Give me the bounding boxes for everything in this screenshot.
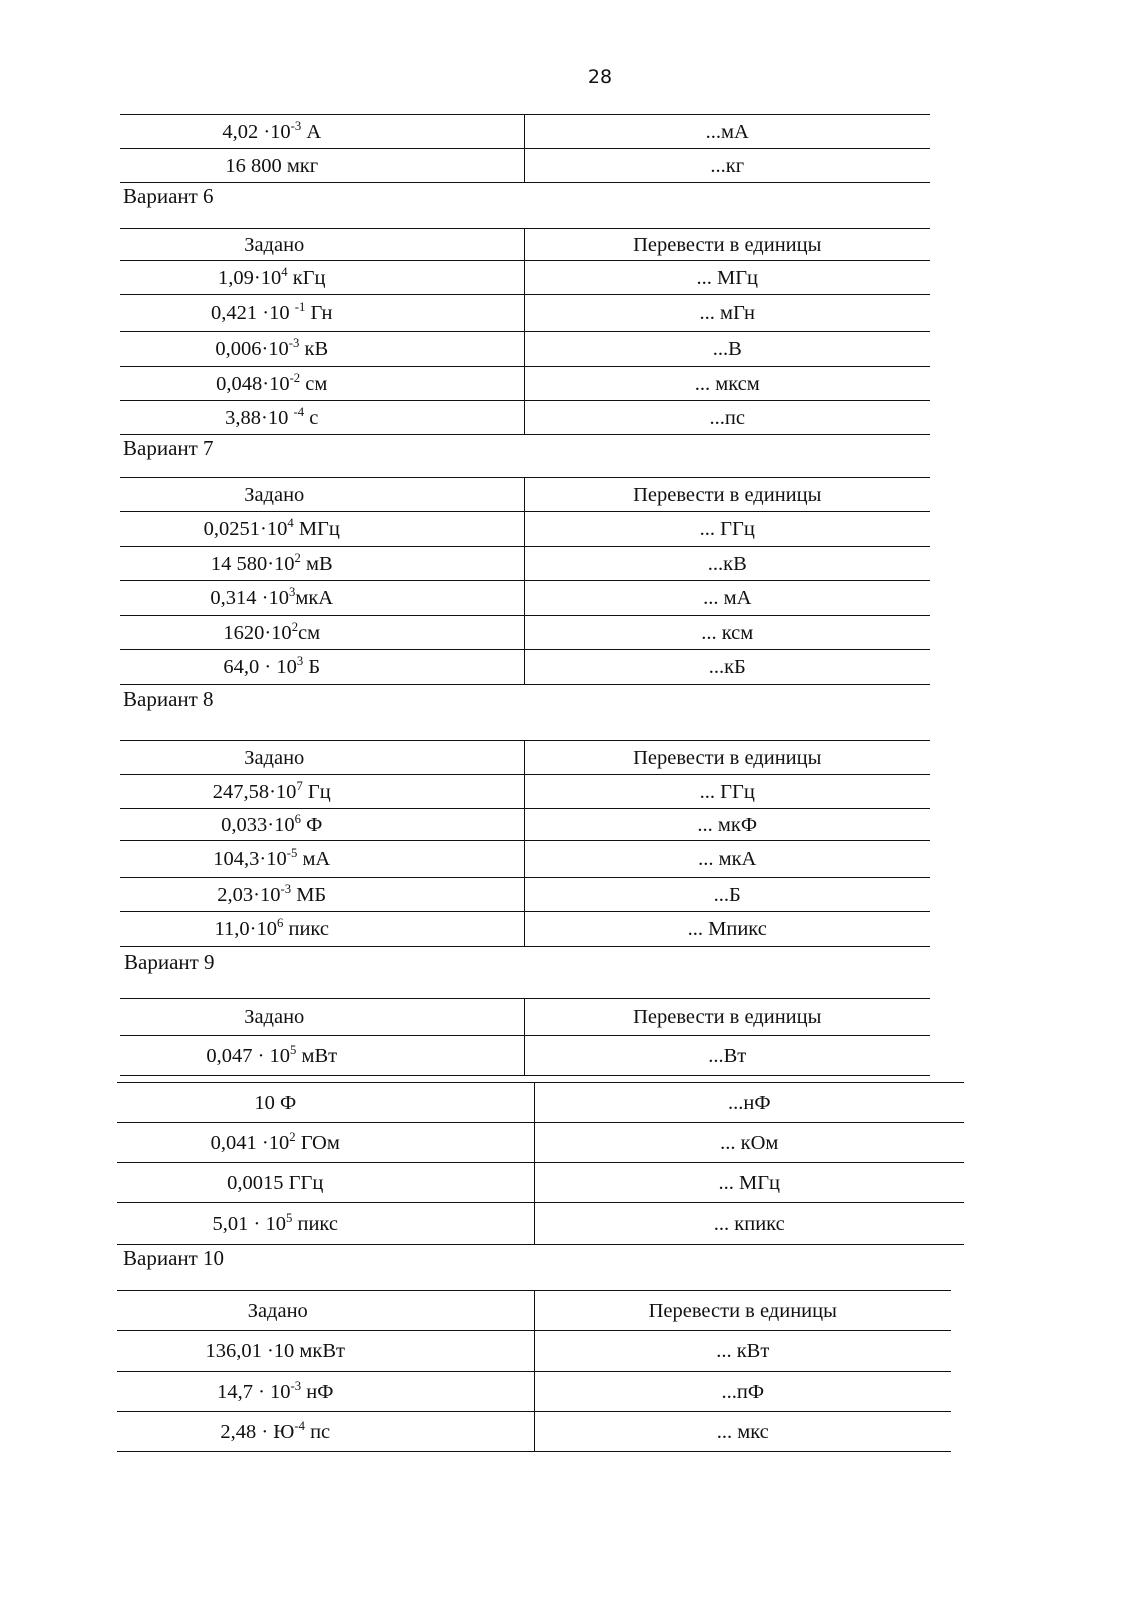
table-row xyxy=(120,367,930,401)
target-cell: ...Вт xyxy=(524,1036,930,1076)
table-row xyxy=(120,878,930,912)
given-cell: $14,7 \cdot 10^{-3}$ нФ xyxy=(117,1372,534,1412)
target-cell: ...Б xyxy=(524,878,930,912)
table-row xyxy=(120,616,930,650)
page-number: 28 xyxy=(587,66,613,88)
target-cell: ... МГц xyxy=(524,261,930,295)
given-cell: $0,047 \cdot 10^5$ мВт xyxy=(120,1036,524,1076)
header-target: Перевести в единицы xyxy=(524,741,930,775)
table-variant-9 xyxy=(120,998,930,1076)
given-cell: $0,0251\cdot 10^4$ МГц xyxy=(120,512,524,547)
header-given: Задано xyxy=(120,999,524,1036)
table-row xyxy=(117,1083,964,1123)
target-cell: ... мксм xyxy=(524,367,930,401)
table-header-row xyxy=(120,741,930,775)
target-cell: ... мкс xyxy=(534,1412,951,1452)
header-target: Перевести в единицы xyxy=(524,229,930,261)
variant-heading-9: Вариант 9 xyxy=(124,950,215,974)
given-cell: 16 800 мкг xyxy=(120,149,524,183)
given-cell: 3,88·10 $^{-4}$ с xyxy=(120,401,524,435)
target-cell: ...пФ xyxy=(534,1372,951,1412)
target-cell: ...нФ xyxy=(534,1083,964,1123)
table-row xyxy=(120,1036,930,1076)
table-row xyxy=(120,149,930,183)
given-cell: 0,0015 ГГц xyxy=(117,1163,534,1203)
header-given: Задано xyxy=(120,741,524,775)
table-row xyxy=(117,1123,964,1163)
given-cell: 14 $580\cdot 10^2$ мВ xyxy=(120,547,524,581)
target-cell: ...кВ xyxy=(524,547,930,581)
table-row xyxy=(117,1331,951,1372)
given-cell: 10 Ф xyxy=(117,1083,534,1123)
header-target: Перевести в единицы xyxy=(524,478,930,512)
table-variant-10 xyxy=(117,1290,951,1452)
table-row xyxy=(120,295,930,332)
table-row xyxy=(120,261,930,295)
given-cell: $4,02 \cdot 10^{-3}$ А xyxy=(120,115,524,149)
table-row xyxy=(117,1412,951,1452)
header-target: Перевести в единицы xyxy=(534,1291,951,1331)
target-cell: ...пс xyxy=(524,401,930,435)
target-cell: ... мкФ xyxy=(524,809,930,841)
target-cell: ... кВт xyxy=(534,1331,951,1372)
given-cell: $1,09\cdot 10^4$ кГц xyxy=(120,261,524,295)
table-row xyxy=(120,401,930,435)
given-cell: $2,03\cdot 10^{-3}$ МБ xyxy=(120,878,524,912)
table-row xyxy=(120,841,930,878)
target-cell: ...мА xyxy=(524,115,930,149)
target-cell: ... Мпикс xyxy=(524,912,930,947)
table-header-row xyxy=(120,229,930,261)
given-cell: $247,58\cdot 10^7$ Гц xyxy=(120,775,524,809)
target-cell: ... кОм xyxy=(534,1123,964,1163)
target-cell: ...кг xyxy=(524,149,930,183)
variant-heading-10: Вариант 10 xyxy=(123,1246,225,1270)
table-row xyxy=(117,1372,951,1412)
table-header-row xyxy=(117,1291,951,1331)
given-cell: $104,3\cdot 10^{-5}$ мА xyxy=(120,841,524,878)
target-cell: ... мкА xyxy=(524,841,930,878)
table-row xyxy=(120,547,930,581)
table-row xyxy=(120,581,930,616)
given-cell: $1620\cdot 10^2см$ xyxy=(120,616,524,650)
given-cell: $0,033\cdot 10^6$ Ф xyxy=(120,809,524,841)
target-cell: ... мГн xyxy=(524,295,930,332)
target-cell: ... МГц xyxy=(534,1163,964,1203)
target-cell: ... ГГц xyxy=(524,775,930,809)
table-variant-9-continued xyxy=(117,1082,964,1245)
table-variant-6 xyxy=(120,228,930,435)
table-row xyxy=(117,1163,964,1203)
given-cell: 136,01 ·10 мкВт xyxy=(117,1331,534,1372)
given-cell: $0,314 \cdot 10^3мкА$ xyxy=(120,581,524,616)
target-cell: ... ксм xyxy=(524,616,930,650)
variant-heading-6: Вариант 6 xyxy=(123,184,214,208)
given-cell: $64,0 \cdot 10^3$ Б xyxy=(120,650,524,685)
header-given: Задано xyxy=(120,478,524,512)
target-cell: ... кпикс xyxy=(534,1203,964,1245)
given-cell: 0,421 ·10 $^{-1}$ Гн xyxy=(120,295,524,332)
given-cell: $0,041 \cdot 10^2$ ГОм xyxy=(117,1123,534,1163)
variant-heading-8: Вариант 8 xyxy=(123,687,214,711)
table-variant-5-continued xyxy=(120,114,930,183)
target-cell: ... мА xyxy=(524,581,930,616)
table-row xyxy=(120,650,930,685)
given-cell: $2,48 \cdot Ю^{-4}$ пс xyxy=(117,1412,534,1452)
given-cell: $5,01 \cdot 10^5$ пикс xyxy=(117,1203,534,1245)
variant-heading-7: Вариант 7 xyxy=(123,436,214,460)
table-header-row xyxy=(120,999,930,1036)
header-given: Задано xyxy=(117,1291,534,1331)
table-row xyxy=(117,1203,964,1245)
table-row xyxy=(120,512,930,547)
table-row xyxy=(120,775,930,809)
target-cell: ...кБ xyxy=(524,650,930,685)
header-target: Перевести в единицы xyxy=(524,999,930,1036)
target-cell: ...В xyxy=(524,332,930,367)
given-cell: $11,0\cdot 10^6$ пикс xyxy=(120,912,524,947)
table-row xyxy=(120,332,930,367)
given-cell: $0,006\cdot 10^{-3}$ кВ xyxy=(120,332,524,367)
table-row xyxy=(120,912,930,947)
table-row xyxy=(120,809,930,841)
table-variant-8 xyxy=(120,740,930,947)
table-row xyxy=(120,115,930,149)
table-header-row xyxy=(120,478,930,512)
given-cell: $0,048\cdot 10^{-2}$ см xyxy=(120,367,524,401)
table-variant-7 xyxy=(120,477,930,685)
target-cell: ... ГГц xyxy=(524,512,930,547)
header-given: Задано xyxy=(120,229,524,261)
